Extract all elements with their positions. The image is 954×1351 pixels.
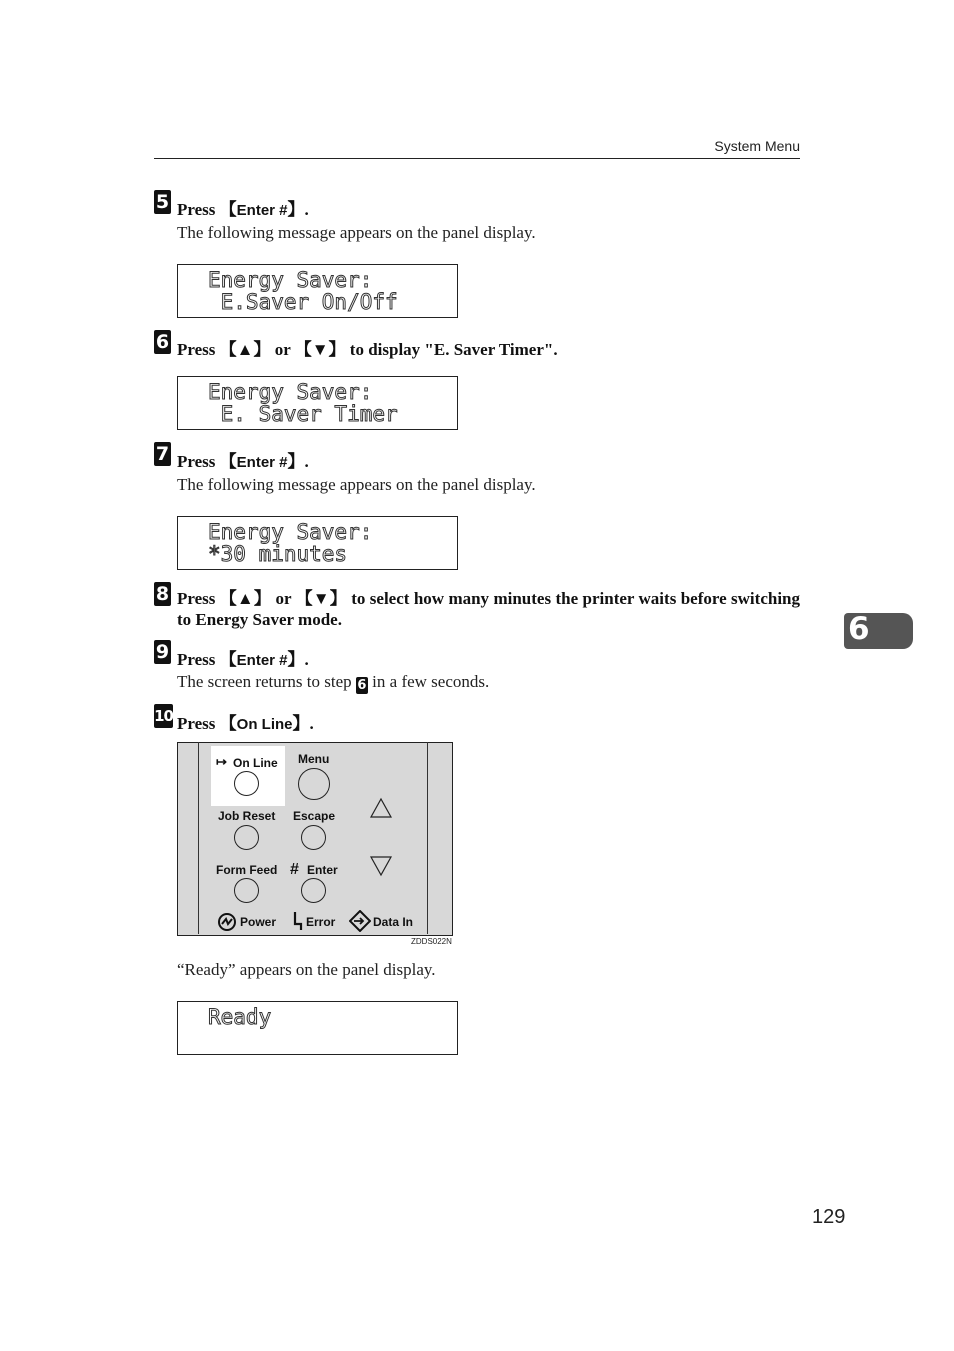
panel-divider-left: [198, 742, 199, 934]
job-reset-button[interactable]: [234, 825, 259, 850]
figure-code: ZDDS022N: [411, 937, 452, 946]
step-body: “Ready” appears on the panel display.: [177, 960, 436, 979]
period: .: [304, 200, 309, 219]
key-name: Enter #: [236, 652, 288, 669]
step-instruction: Press 【▲】 or 【▼】 to display "E. Saver Timer".: [177, 340, 558, 359]
lcd-display: [177, 1001, 458, 1055]
chapter-number: 6: [848, 611, 870, 647]
step-instruction: Press 【▲】 or 【▼】 to select how many minutes the printer waits before switching to Energy Saver mode.: [177, 589, 800, 629]
escape-label: Escape: [293, 809, 336, 823]
bracket-close: 】: [287, 452, 305, 472]
job-reset-label: Job Reset: [218, 809, 276, 823]
on-line-label: On Line: [233, 756, 278, 770]
period: .: [304, 650, 309, 669]
step-instruction: [177, 709, 314, 734]
menu-label: Menu: [298, 752, 330, 766]
down-arrow-button[interactable]: [369, 855, 393, 877]
bracket-open: 【: [219, 452, 237, 472]
key-name: Enter #: [236, 454, 288, 471]
period: .: [309, 714, 314, 733]
step-number: 5: [155, 191, 170, 213]
enter-button[interactable]: [301, 878, 326, 903]
header-rule: [154, 158, 800, 159]
lcd-line-2: E.Saver On/Off: [208, 290, 398, 314]
lcd-line-1: Energy Saver:: [208, 268, 373, 292]
step-body: The following message appears on the panel display.: [177, 475, 536, 494]
lcd-line-1: Ready: [208, 1005, 272, 1029]
step-body: [177, 672, 489, 694]
hash-icon: #: [290, 861, 299, 878]
step-number: 10: [154, 704, 173, 728]
up-triangle-icon: [371, 799, 391, 817]
key-name: Enter #: [236, 202, 288, 219]
lcd-display: [177, 516, 458, 570]
error-label: Error: [306, 915, 336, 929]
lcd-line-2: E. Saver Timer: [208, 402, 398, 426]
lcd-line-2: *30 minutes: [208, 542, 348, 566]
bracket-close: 】: [287, 200, 305, 220]
on-line-button[interactable]: [234, 771, 259, 796]
form-feed-label: Form Feed: [216, 863, 278, 877]
up-arrow-button[interactable]: [369, 797, 393, 819]
power-label: Power: [240, 915, 277, 929]
bracket-close: 】: [287, 650, 305, 670]
step-number: 7: [155, 443, 170, 465]
press-word: Press: [177, 200, 216, 219]
step-number: 6: [155, 331, 170, 353]
panel-divider-right: [427, 742, 428, 934]
press-word: Press: [177, 714, 216, 733]
step-instruction: [177, 645, 309, 670]
body-after: in a few seconds.: [372, 672, 490, 691]
step-instruction: [177, 195, 309, 220]
error-icon: [291, 910, 305, 932]
data-in-label: Data In: [373, 915, 414, 929]
lcd-line-1: Energy Saver:: [208, 520, 373, 544]
down-triangle-icon: [371, 857, 391, 875]
running-header: System Menu: [714, 138, 800, 154]
step-number: 9: [155, 641, 170, 663]
lcd-display: [177, 264, 458, 318]
bracket-open: 【: [219, 714, 237, 734]
form-feed-button[interactable]: [234, 878, 259, 903]
on-line-arrow-icon: ↦: [216, 754, 227, 769]
power-icon: [217, 912, 237, 932]
period: .: [304, 452, 309, 471]
press-word: Press: [177, 452, 216, 471]
lcd-display: [177, 376, 458, 430]
bracket-open: 【: [219, 200, 237, 220]
step-body: The following message appears on the panel display.: [177, 223, 536, 242]
step-instruction: [177, 447, 309, 472]
escape-button[interactable]: [301, 825, 326, 850]
step-number: 8: [155, 583, 170, 605]
bracket-close: 】: [292, 714, 310, 734]
step-reference-icon: 6: [357, 678, 367, 693]
body-before: The screen returns to step: [177, 672, 352, 691]
bracket-open: 【: [219, 650, 237, 670]
press-word: Press: [177, 650, 216, 669]
data-in-icon: [349, 910, 371, 932]
page-number: 129: [812, 1206, 846, 1228]
enter-label: Enter: [307, 863, 338, 877]
key-name: On Line: [236, 716, 293, 733]
menu-button[interactable]: [298, 768, 330, 800]
lcd-line-1: Energy Saver:: [208, 380, 373, 404]
